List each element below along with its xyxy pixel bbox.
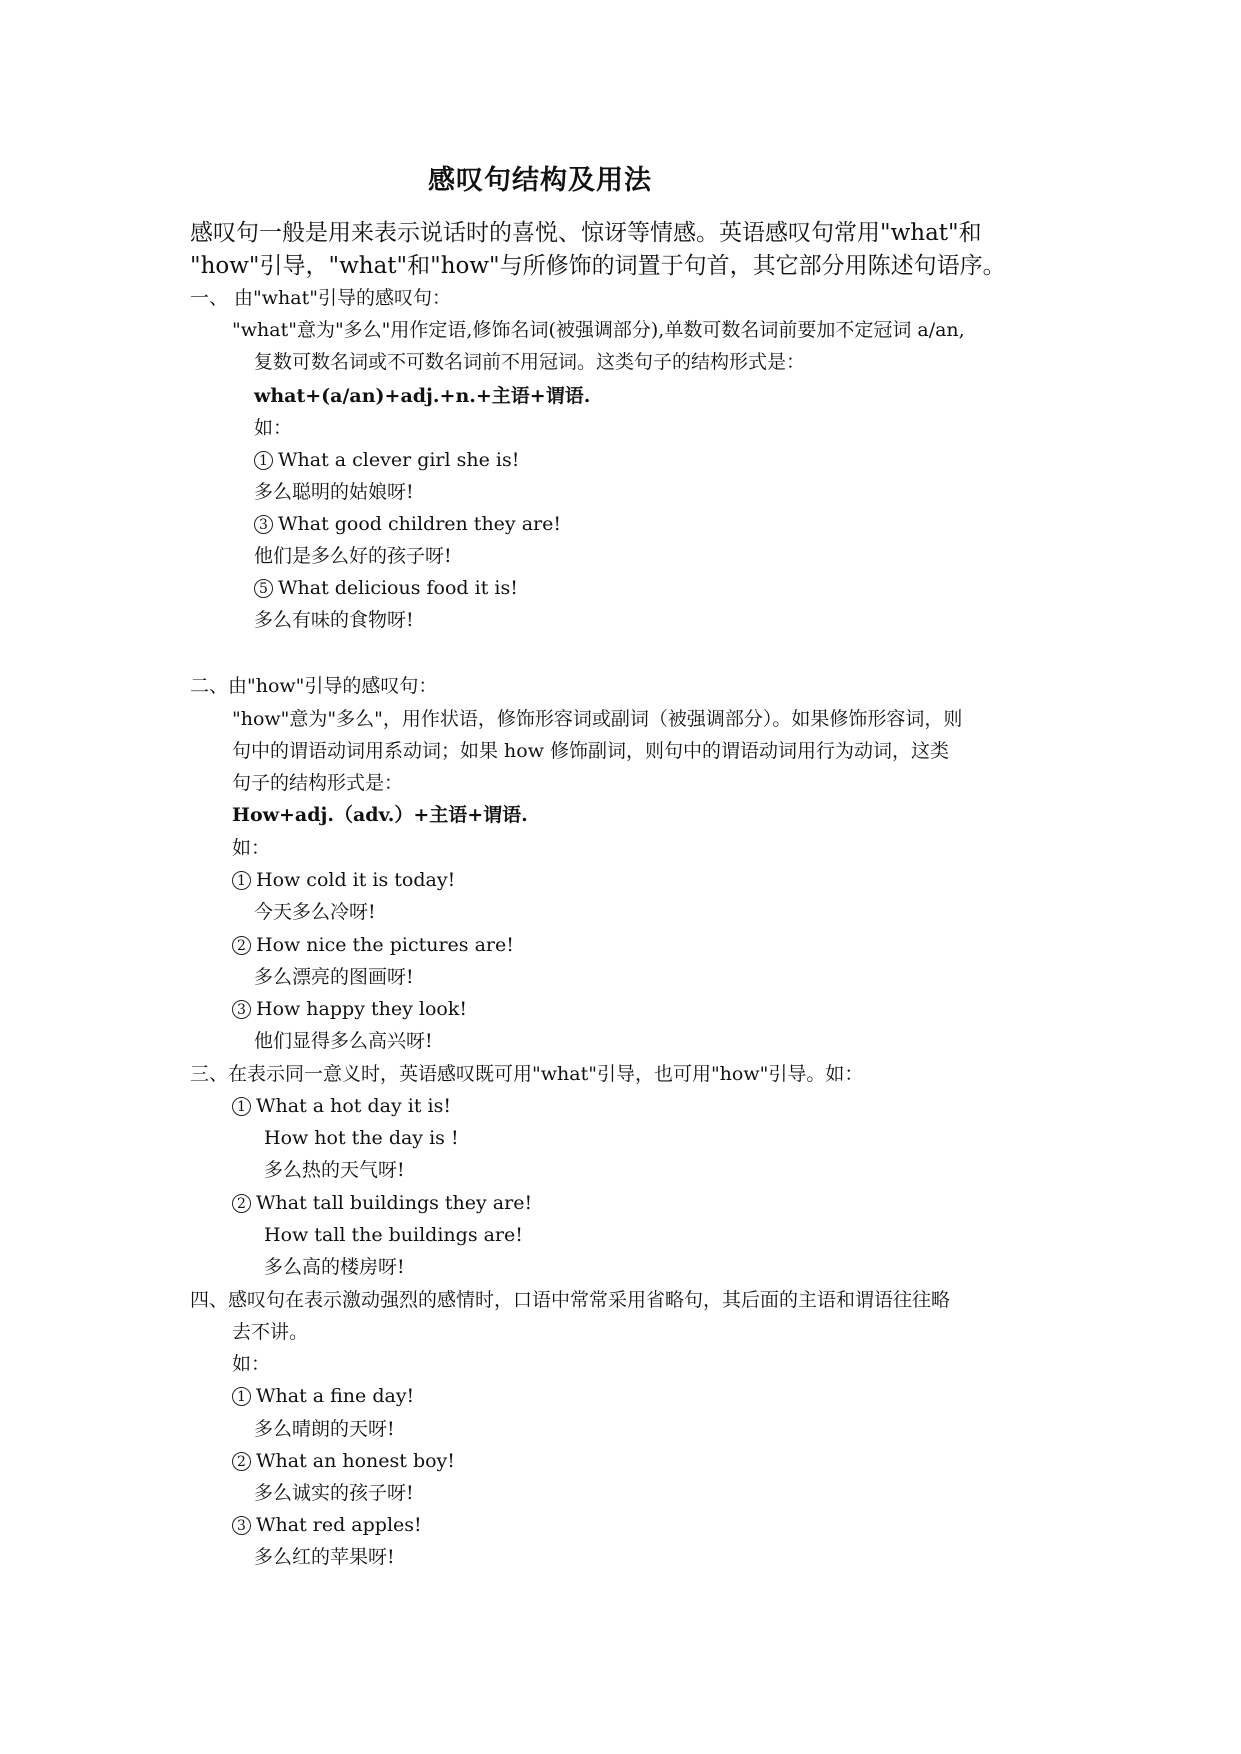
section-4-example-1-zh: 多么晴朗的天呀! xyxy=(254,1418,395,1440)
section-4-example-2-zh: 多么诚实的孩子呀! xyxy=(254,1482,414,1504)
circled-number: 3 xyxy=(254,515,273,534)
intro-line-1: 感叹句一般是用来表示说话时的喜悦、惊讶等情感。英语感叹句常用"what"和 xyxy=(190,220,982,246)
section-2-desc-line-3: 句子的结构形式是： xyxy=(232,772,404,794)
section-3-example-1-en: 1 What a hot day it is! xyxy=(232,1094,451,1118)
section-2-example-3-zh: 他们显得多么高兴呀! xyxy=(254,1030,433,1052)
section-1-desc-line-1: "what"意为"多么"用作定语,修饰名词(被强调部分),单数可数名词前要加不定冠词 a/an, xyxy=(232,319,965,341)
section-2-example-1-zh: 今天多么冷呀! xyxy=(254,901,376,923)
section-2-example-1-en: 1 How cold it is today! xyxy=(232,868,455,892)
section-4-ru: 如： xyxy=(232,1353,271,1375)
circled-number: 3 xyxy=(232,1516,251,1535)
section-3-example-2-zh: 多么高的楼房呀! xyxy=(264,1256,405,1278)
section-4-example-2-en: 2 What an honest boy! xyxy=(232,1449,455,1473)
section-2-heading: 二、由"how"引导的感叹句： xyxy=(190,675,438,697)
section-1-desc-line-2: 复数可数名词或不可数名词前不用冠词。这类句子的结构形式是： xyxy=(254,351,806,373)
section-1-example-2-zh: 他们是多么好的孩子呀! xyxy=(254,545,452,567)
section-3-example-1-en2: How hot the day is ! xyxy=(264,1127,459,1149)
section-4-heading-line-2: 去不讲。 xyxy=(232,1321,309,1343)
section-1-heading: 一、 由"what"引导的感叹句： xyxy=(190,287,451,309)
circled-number: 2 xyxy=(232,1452,251,1471)
section-3-heading: 三、在表示同一意义时，英语感叹既可用"what"引导，也可用"how"引导。如： xyxy=(190,1063,864,1085)
section-4-heading: 四、感叹句在表示激动强烈的感情时，口语中常常采用省略句，其后面的主语和谓语往往略 xyxy=(190,1289,951,1311)
section-4-example-1-en: 1 What a fine day! xyxy=(232,1384,414,1408)
section-2-desc-line-1: "how"意为"多么"，用作状语，修饰形容词或副词（被强调部分）。如果修饰形容词，则 xyxy=(232,708,963,730)
circled-number: 1 xyxy=(232,1097,251,1116)
section-2-example-3-en: 3 How happy they look! xyxy=(232,997,467,1021)
circled-number: 3 xyxy=(232,1000,251,1019)
section-1-example-2-en: 3 What good children they are! xyxy=(254,512,561,536)
section-3-example-2-en: 2 What tall buildings they are! xyxy=(232,1191,532,1215)
section-1-ru: 如： xyxy=(254,417,293,439)
section-1-example-3-zh: 多么有味的食物呀! xyxy=(254,609,414,631)
section-2-desc-line-2: 句中的谓语动词用系动词；如果 how 修饰副词，则句中的谓语动词用行为动词，这类 xyxy=(232,740,950,762)
circled-number: 2 xyxy=(232,936,251,955)
intro-line-2: "how"引导，"what"和"how"与所修饰的词置于句首，其它部分用陈述句语序。 xyxy=(190,253,1006,279)
section-2-example-2-en: 2 How nice the pictures are! xyxy=(232,933,514,957)
section-1-example-3-en: 5 What delicious food it is! xyxy=(254,576,518,600)
circled-number: 1 xyxy=(232,1387,251,1406)
page-title: 感叹句结构及用法 xyxy=(428,165,652,196)
section-4-example-3-zh: 多么红的苹果呀! xyxy=(254,1546,395,1568)
section-3-example-2-en2: How tall the buildings are! xyxy=(264,1224,523,1246)
section-3-example-1-zh: 多么热的天气呀! xyxy=(264,1159,405,1181)
section-4-example-3-en: 3 What red apples! xyxy=(232,1513,422,1537)
section-2-formula: How+adj.（adv.）+主语+谓语. xyxy=(232,804,528,826)
circled-number: 1 xyxy=(232,871,251,890)
section-2-ru: 如： xyxy=(232,837,271,859)
section-1-example-1-zh: 多么聪明的姑娘呀! xyxy=(254,481,414,503)
circled-number: 2 xyxy=(232,1194,251,1213)
section-2-example-2-zh: 多么漂亮的图画呀! xyxy=(254,966,414,988)
circled-number: 1 xyxy=(254,451,273,470)
circled-number: 5 xyxy=(254,579,273,598)
section-1-formula: what+(a/an)+adj.+n.+主语+谓语. xyxy=(254,385,591,407)
section-1-example-1-en: 1 What a clever girl she is! xyxy=(254,448,519,472)
